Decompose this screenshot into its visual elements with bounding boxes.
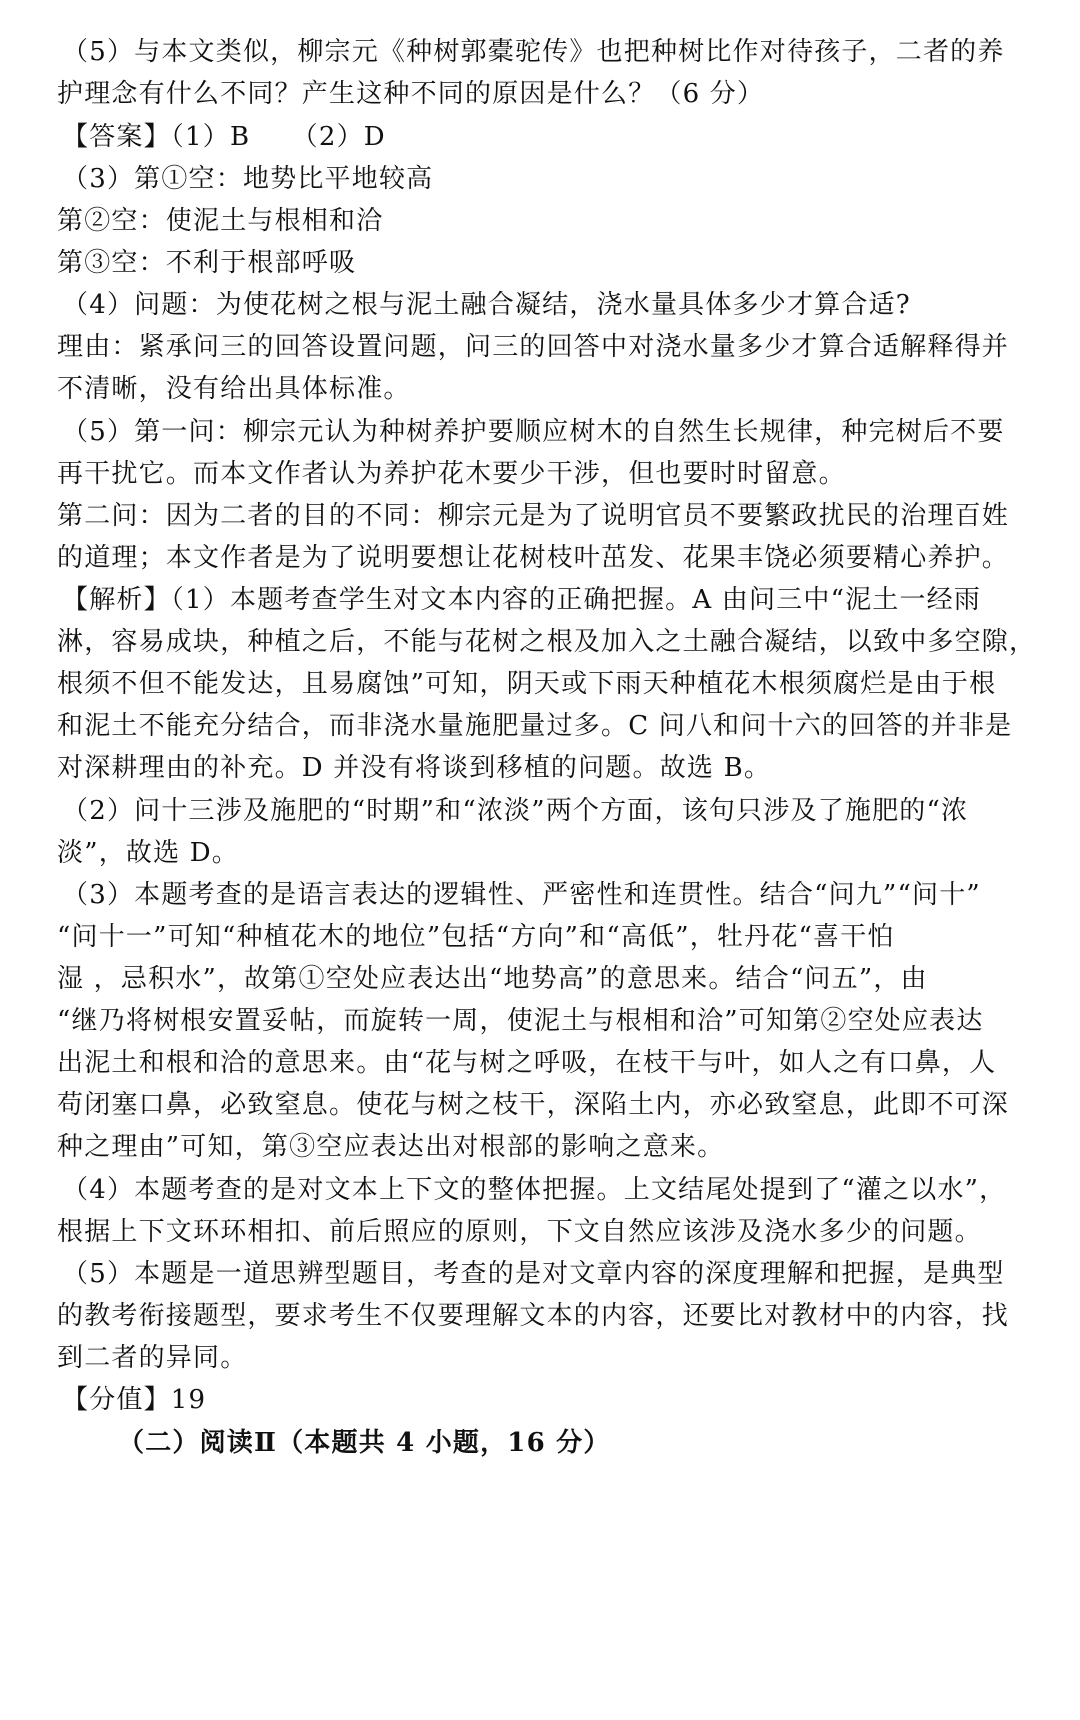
question-5-line-2: 护理念有什么不同？产生这种不同的原因是什么？（6 分）	[57, 79, 765, 109]
question-5-line-1: （5）与本文类似，柳宗元《种树郭橐驼传》也把种树比作对待孩子，二者的养	[62, 37, 1005, 67]
answer-4-reason-line-1: 理由：紧承问三的回答设置问题，问三的回答中对浇水量多少才算合适解释得并	[57, 332, 1010, 362]
analysis-4-line-2: 根据上下文环环相扣、前后照应的原则，下文自然应该涉及浇水多少的问题。	[57, 1217, 982, 1247]
analysis-1-line-2: 淋，容易成块，种植之后，不能与花树之根及加入之土融合凝结，以致中多空隙，	[57, 627, 1037, 657]
analysis-3-line-4: “继乃将树根安置妥帖，而旋转一周，使泥土与根相和洽”可知第②空处应表达	[57, 1006, 984, 1036]
answer-header: 【答案】（1）B （2）D	[62, 122, 386, 152]
answer-4-reason-line-2: 不清晰，没有给出具体标准。	[57, 374, 411, 404]
answer-3-blank-1: （3）第①空：地势比平地较高	[62, 164, 434, 194]
answer-5-line-3: 第二问：因为二者的目的不同：柳宗元是为了说明官员不要繁政扰民的治理百姓	[57, 501, 1010, 531]
analysis-3-line-7: 种之理由”可知，第③空应表达出对根部的影响之意来。	[57, 1132, 725, 1162]
answer-3-blank-3: 第③空：不利于根部呼吸	[57, 248, 357, 278]
answer-5-line-4: 的道理；本文作者是为了说明要想让花树枝叶茁发、花果丰饶必须要精心养护。	[57, 543, 1010, 573]
section-heading: （二）阅读Ⅱ（本题共 4 小题，16 分）	[118, 1428, 611, 1458]
answer-5-line-1: （5）第一问：柳宗元认为种树养护要顺应树木的自然生长规律，种完树后不要	[62, 417, 1005, 447]
analysis-3-line-6: 苟闭塞口鼻，必致窒息。使花与树之枝干，深陷土内，亦必致窒息，此即不可深	[57, 1090, 1010, 1120]
analysis-3-line-2: “问十一”可知“种植花木的地位”包括“方向”和“高低”，牡丹花“喜干怕	[57, 922, 895, 952]
answer-4-question: （4）问题：为使花树之根与泥土融合凝结，浇水量具体多少才算合适?	[62, 290, 911, 320]
analysis-2-line-2: 淡”，故选 D。	[57, 838, 240, 868]
score-line: 【分值】19	[62, 1385, 207, 1415]
analysis-1-line-1: 【解析】（1）本题考查学生对文本内容的正确把握。A 由问三中“泥土一经雨	[62, 585, 982, 615]
analysis-3-line-5: 出泥土和根和洽的意思来。由“花与树之呼吸，在枝干与叶，如人之有口鼻，人	[57, 1048, 997, 1078]
analysis-2-line-1: （2）问十三涉及施肥的“时期”和“浓淡”两个方面，该句只涉及了施肥的“浓	[62, 796, 969, 826]
analysis-1-line-5: 对深耕理由的补充。D 并没有将谈到移植的问题。故选 B。	[57, 753, 772, 783]
analysis-5-line-3: 到二者的异同。	[57, 1343, 248, 1373]
analysis-3-line-1: （3）本题考查的是语言表达的逻辑性、严密性和连贯性。结合“问九”“问十”	[62, 880, 981, 910]
analysis-5-line-1: （5）本题是一道思辨型题目，考查的是对文章内容的深度理解和把握，是典型	[62, 1259, 1005, 1289]
analysis-4-line-1: （4）本题考查的是对文本上下文的整体把握。上文结尾处提到了“灌之以水”，	[62, 1175, 1007, 1205]
answer-5-line-2: 再干扰它。而本文作者认为养护花木要少干涉，但也要时时留意。	[57, 459, 846, 489]
analysis-5-line-2: 的教考衔接题型，要求考生不仅要理解文本的内容，还要比对教材中的内容，找	[57, 1301, 1010, 1331]
analysis-1-line-3: 根须不但不能发达，且易腐蚀”可知，阴天或下雨天种植花木根须腐烂是由于根	[57, 669, 997, 699]
answer-3-blank-2: 第②空：使泥土与根相和洽	[57, 206, 384, 236]
analysis-3-line-3: 湿 ，忌积水”，故第①空处应表达出“地势高”的意思来。结合“问五”，由	[57, 964, 928, 994]
analysis-1-line-4: 和泥土不能充分结合，而非浇水量施肥量过多。C 问八和问十六的回答的并非是	[57, 711, 1013, 741]
